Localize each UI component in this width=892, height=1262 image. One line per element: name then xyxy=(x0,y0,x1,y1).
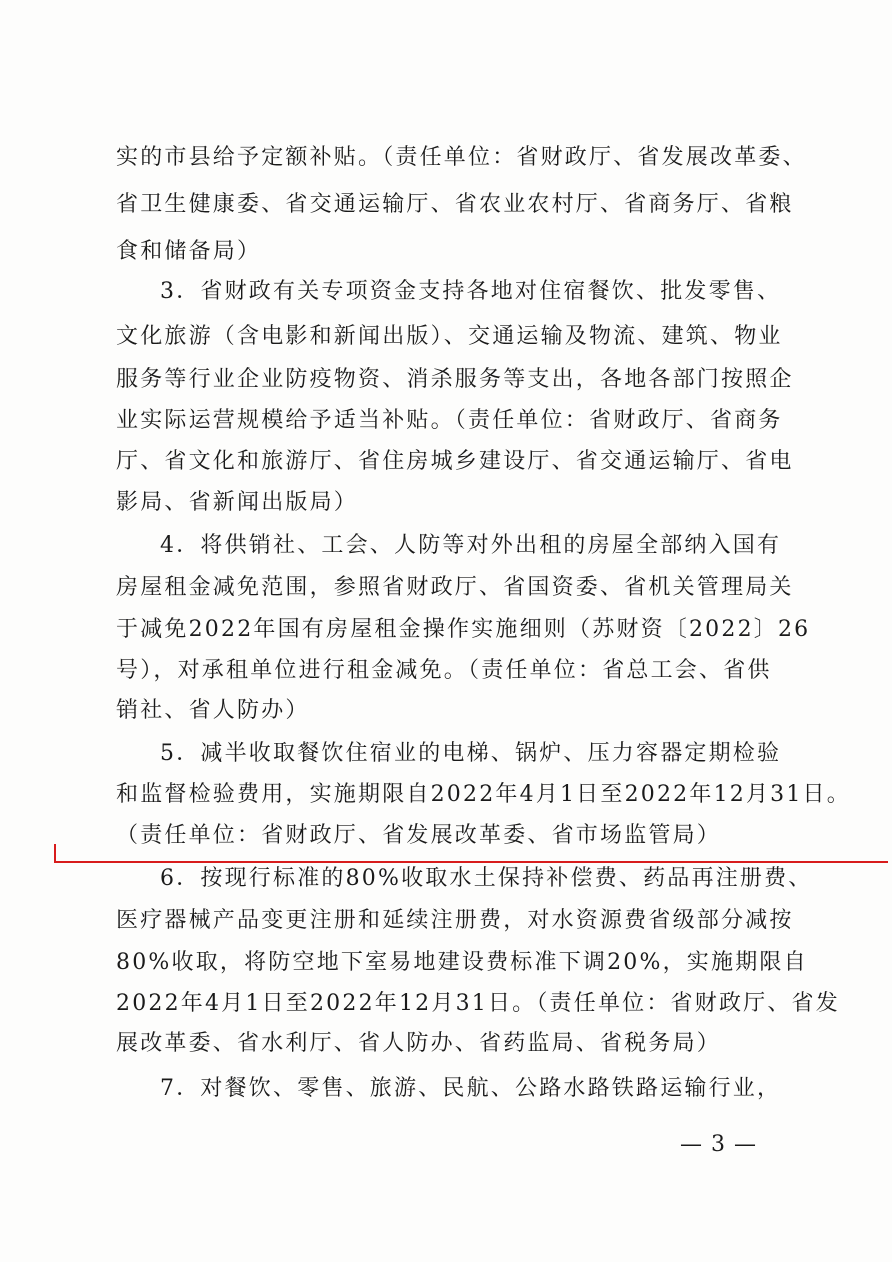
text-line: 服务等行业企业防疫物资、消杀服务等支出，各地各部门按照企 xyxy=(116,367,794,392)
red-underline-mark xyxy=(54,844,56,862)
text-line: 房屋租金减免范围，参照省财政厅、省国资委、省机关管理局关 xyxy=(116,575,794,600)
text-line: 业实际运营规模给予适当补贴。（责任单位：省财政厅、省商务 xyxy=(116,408,783,433)
text-line: 实的市县给予定额补贴。（责任单位：省财政厅、省发展改革委、 xyxy=(116,145,807,170)
text-line: 4．将供销社、工会、人防等对外出租的房屋全部纳入国有 xyxy=(160,533,782,558)
text-line: 文化旅游（含电影和新闻出版）、交通运输及物流、建筑、物业 xyxy=(116,324,783,349)
text-line: （责任单位：省财政厅、省发展改革委、省市场监管局） xyxy=(116,823,722,848)
text-line: 80%收取，将防空地下室易地建设费标准下调20%，实施期限自 xyxy=(116,950,808,975)
text-line: 医疗器械产品变更注册和延续注册费，对水资源费省级部分减按 xyxy=(116,908,794,933)
text-line: 和监督检验费用，实施期限自2022年4月1日至2022年12月31日。 xyxy=(116,782,851,807)
text-line: 厅、省文化和旅游厅、省住房城乡建设厅、省交通运输厅、省电 xyxy=(116,449,794,474)
text-line: 销社、省人防办） xyxy=(116,698,310,723)
text-line: 5．减半收取餐饮住宿业的电梯、锅炉、压力容器定期检验 xyxy=(160,741,782,766)
text-line: 号），对承租单位进行租金减免。（责任单位：省总工会、省供 xyxy=(116,658,772,683)
text-line: 于减免2022年国有房屋租金操作实施细则（苏财资〔2022〕26 xyxy=(116,617,811,642)
text-line: 影局、省新闻出版局） xyxy=(116,490,359,515)
text-line: 3．省财政有关专项资金支持各地对住宿餐饮、批发零售、 xyxy=(160,279,782,304)
page-number: — 3 — xyxy=(680,1132,757,1157)
text-line: 食和储备局） xyxy=(116,239,262,264)
text-line: 2022年4月1日至2022年12月31日。（责任单位：省财政厅、省发 xyxy=(116,991,840,1016)
text-line: 展改革委、省水利厅、省人防办、省药监局、省税务局） xyxy=(116,1031,722,1056)
text-line: 7．对餐饮、零售、旅游、民航、公路水路铁路运输行业， xyxy=(160,1076,782,1101)
text-line: 6．按现行标准的80%收取水土保持补偿费、药品再注册费、 xyxy=(160,866,813,891)
text-line: 省卫生健康委、省交通运输厅、省农业农村厅、省商务厅、省粮 xyxy=(116,192,794,217)
red-underline-mark xyxy=(54,861,888,863)
